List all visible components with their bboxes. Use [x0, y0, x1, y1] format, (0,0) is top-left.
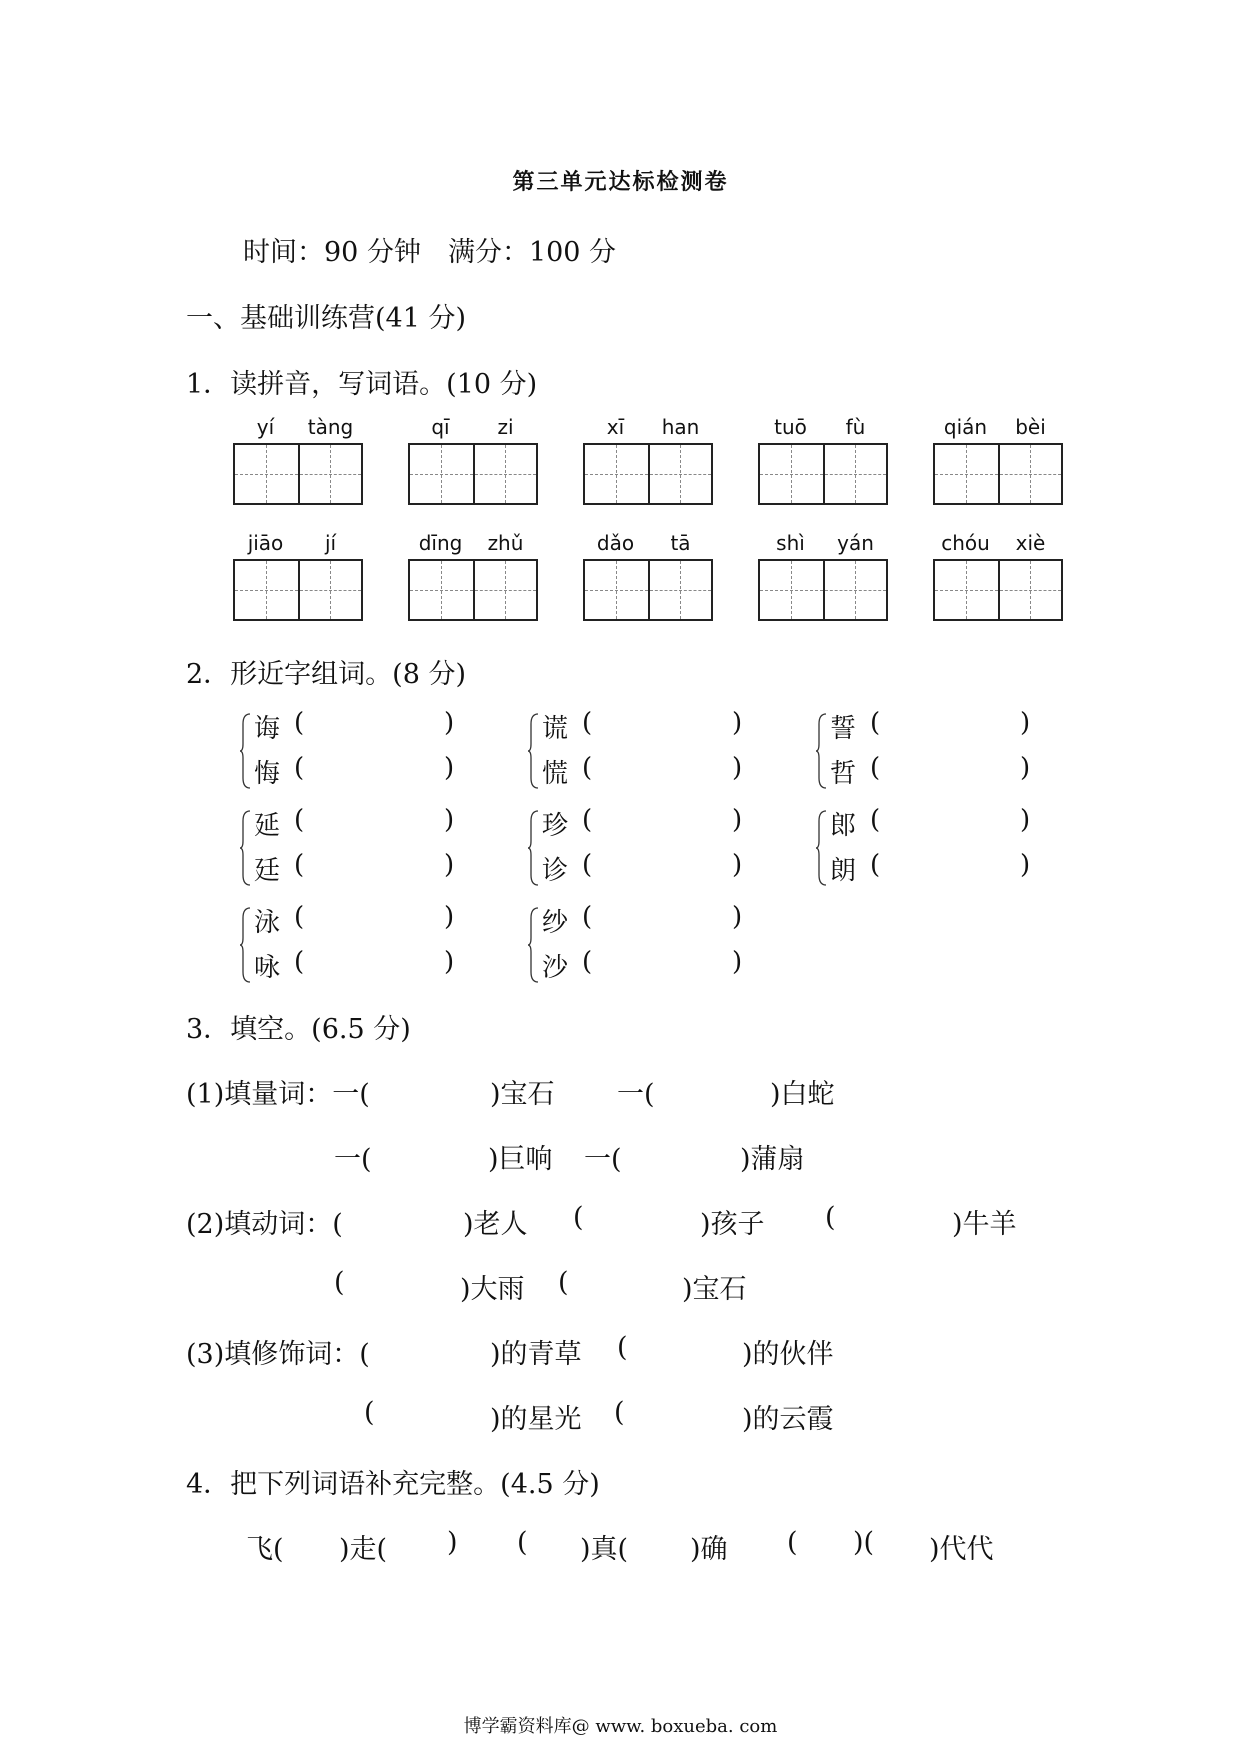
footer-watermark: 博学霸资料库@ www. boxueba. com: [463, 1716, 778, 1737]
fill-blank-open[interactable]: (: [617, 1332, 628, 1363]
pinyin-word: [933, 531, 1063, 621]
writing-box[interactable]: [233, 559, 363, 621]
char: 诲: [254, 714, 281, 744]
writing-box[interactable]: [408, 559, 538, 621]
writing-box[interactable]: [408, 443, 538, 505]
writing-box[interactable]: [233, 443, 363, 505]
writing-box[interactable]: [758, 443, 888, 505]
fill-blank-text: )的伙伴: [742, 1339, 834, 1370]
close-paren: ): [444, 708, 455, 738]
fill-blank-text: )巨响: [488, 1144, 553, 1175]
question-2-heading: 2．形近字组词。(8 分): [186, 659, 467, 690]
char: 延: [254, 811, 281, 841]
fill-blank-open[interactable]: (: [334, 1267, 345, 1298]
pinyin-syllable: zhǔ: [487, 531, 524, 555]
writing-box[interactable]: [933, 443, 1063, 505]
idiom-blank[interactable]: (: [517, 1527, 528, 1558]
open-paren[interactable]: (: [294, 805, 305, 835]
pinyin-syllable: han: [661, 415, 700, 439]
pinyin-syllable: yí: [256, 415, 275, 439]
question-4-heading: 4．把下列词语补充完整。(4.5 分): [186, 1469, 600, 1500]
fill-blank-open[interactable]: 一(: [617, 1079, 655, 1110]
open-paren[interactable]: (: [870, 753, 881, 783]
fill-blank-text: )孩子: [700, 1209, 765, 1240]
pinyin-grid-row-1: [233, 415, 1063, 505]
close-paren: ): [1020, 753, 1031, 783]
fill-blank-open[interactable]: (: [573, 1202, 584, 1233]
brace-icon: [528, 906, 540, 984]
fill-blank-text: )宝石: [682, 1274, 747, 1305]
brace-icon: [528, 712, 540, 790]
open-paren[interactable]: (: [870, 805, 881, 835]
open-paren[interactable]: (: [294, 902, 305, 932]
fill-label[interactable]: (2)填动词：(: [186, 1209, 343, 1240]
idiom-blank[interactable]: )(: [853, 1527, 875, 1558]
char: 朗: [830, 856, 857, 886]
pinyin-word: [583, 531, 713, 621]
char: 慌: [542, 759, 569, 789]
fill-blank-text: )蒲扇: [740, 1144, 805, 1175]
char-pair: [528, 805, 768, 895]
pinyin-syllable: dīng: [418, 531, 463, 555]
char-pair: [240, 902, 480, 992]
fill-blank-text: )宝石: [490, 1079, 555, 1110]
char-pair: [240, 805, 480, 895]
open-paren[interactable]: (: [582, 850, 593, 880]
fill-label[interactable]: (1)填量词：一(: [186, 1079, 370, 1110]
brace-icon: [240, 809, 252, 887]
pinyin-word: [408, 415, 538, 505]
pinyin-word: [933, 415, 1063, 505]
char-pair: [528, 708, 768, 798]
close-paren: ): [732, 850, 743, 880]
pinyin-syllable: jiāo: [247, 531, 284, 555]
pinyin-word: [758, 415, 888, 505]
fill-blank-text: )的青草: [490, 1339, 582, 1370]
char: 悔: [254, 759, 281, 789]
pinyin-word: [583, 415, 713, 505]
fill-blank-open[interactable]: (: [558, 1267, 569, 1298]
pinyin-syllable: shì: [776, 531, 805, 555]
char-pair: [240, 708, 480, 798]
fill-blank-text: )牛羊: [952, 1209, 1017, 1240]
open-paren[interactable]: (: [582, 902, 593, 932]
brace-icon: [240, 712, 252, 790]
fill-blank-text: )的星光: [490, 1404, 582, 1435]
char: 咏: [254, 953, 281, 983]
pinyin-syllable: zi: [497, 415, 514, 439]
writing-box[interactable]: [583, 559, 713, 621]
pinyin-grid-row-2: [233, 531, 1063, 621]
close-paren: ): [732, 805, 743, 835]
char: 泳: [254, 908, 281, 938]
open-paren[interactable]: (: [294, 753, 305, 783]
close-paren: ): [1020, 805, 1031, 835]
brace-icon: [528, 809, 540, 887]
fill-label[interactable]: (3)填修饰词：(: [186, 1339, 370, 1370]
idiom-blank[interactable]: (: [787, 1527, 798, 1558]
char: 誓: [830, 714, 857, 744]
close-paren: ): [732, 753, 743, 783]
pinyin-syllable: fù: [845, 415, 866, 439]
open-paren[interactable]: (: [582, 805, 593, 835]
idiom-blank: )确: [690, 1534, 728, 1565]
brace-icon: [816, 809, 828, 887]
open-paren[interactable]: (: [870, 708, 881, 738]
open-paren[interactable]: (: [294, 850, 305, 880]
open-paren[interactable]: (: [294, 947, 305, 977]
close-paren: ): [444, 902, 455, 932]
char-pair: [528, 902, 768, 992]
close-paren: ): [732, 708, 743, 738]
char: 廷: [254, 856, 281, 886]
pinyin-word: [233, 415, 363, 505]
char: 纱: [542, 908, 569, 938]
char: 哲: [830, 759, 857, 789]
fill-blank-open[interactable]: 一(: [334, 1144, 372, 1175]
char: 珍: [542, 811, 569, 841]
pinyin-syllable: bèi: [1015, 415, 1046, 439]
pinyin-syllable: chóu: [941, 531, 990, 555]
open-paren[interactable]: (: [582, 708, 593, 738]
char: 郎: [830, 811, 857, 841]
idiom-blank[interactable]: 飞(: [246, 1534, 284, 1565]
fill-blank-text: )白蛇: [770, 1079, 835, 1110]
brace-icon: [240, 906, 252, 984]
fill-blank-text: )的云霞: [742, 1404, 834, 1435]
pinyin-word: [758, 531, 888, 621]
pinyin-word: [233, 531, 363, 621]
char-pair: [816, 708, 1056, 798]
char: 诊: [542, 856, 569, 886]
pinyin-syllable: tàng: [307, 415, 354, 439]
pinyin-syllable: xī: [606, 415, 625, 439]
close-paren: ): [1020, 708, 1031, 738]
writing-box[interactable]: [583, 443, 713, 505]
pinyin-syllable: qián: [943, 415, 988, 439]
idiom-blank[interactable]: )走(: [339, 1534, 388, 1565]
char-pair: [816, 805, 1056, 895]
question-1-heading: 1．读拼音，写词语。(10 分): [186, 369, 538, 400]
exam-meta: 时间：90 分钟 满分：100 分: [243, 237, 617, 268]
open-paren[interactable]: (: [294, 708, 305, 738]
close-paren: ): [732, 947, 743, 977]
writing-box[interactable]: [933, 559, 1063, 621]
close-paren: ): [444, 805, 455, 835]
page-title: 第三单元达标检测卷: [512, 169, 729, 195]
fill-blank-text: )老人: [463, 1209, 528, 1240]
fill-blank-open[interactable]: 一(: [584, 1144, 622, 1175]
close-paren: ): [1020, 850, 1031, 880]
question-3-heading: 3．填空。(6.5 分): [186, 1014, 411, 1045]
close-paren: ): [444, 753, 455, 783]
fill-blank-open[interactable]: (: [825, 1202, 836, 1233]
pinyin-word: [408, 531, 538, 621]
close-paren: ): [732, 902, 743, 932]
open-paren[interactable]: (: [582, 753, 593, 783]
open-paren[interactable]: (: [582, 947, 593, 977]
pinyin-syllable: qī: [431, 415, 450, 439]
pinyin-syllable: tā: [670, 531, 691, 555]
close-paren: ): [444, 947, 455, 977]
idiom-blank[interactable]: )真(: [580, 1534, 629, 1565]
open-paren[interactable]: (: [870, 850, 881, 880]
char: 沙: [542, 953, 569, 983]
pinyin-syllable: xiè: [1015, 531, 1046, 555]
section-heading: 一、基础训练营(41 分): [186, 303, 467, 334]
fill-blank-text: )大雨: [460, 1274, 525, 1305]
pinyin-syllable: dǎo: [596, 531, 635, 555]
fill-blank-open[interactable]: (: [614, 1397, 625, 1428]
pinyin-syllable: jí: [324, 531, 337, 555]
brace-icon: [816, 712, 828, 790]
idiom-blank: ): [447, 1527, 458, 1558]
pinyin-syllable: tuō: [774, 415, 807, 439]
pinyin-syllable: yán: [837, 531, 874, 555]
writing-box[interactable]: [758, 559, 888, 621]
close-paren: ): [444, 850, 455, 880]
fill-blank-open[interactable]: (: [364, 1397, 375, 1428]
idiom-blank: )代代: [929, 1534, 994, 1565]
char: 谎: [542, 714, 569, 744]
